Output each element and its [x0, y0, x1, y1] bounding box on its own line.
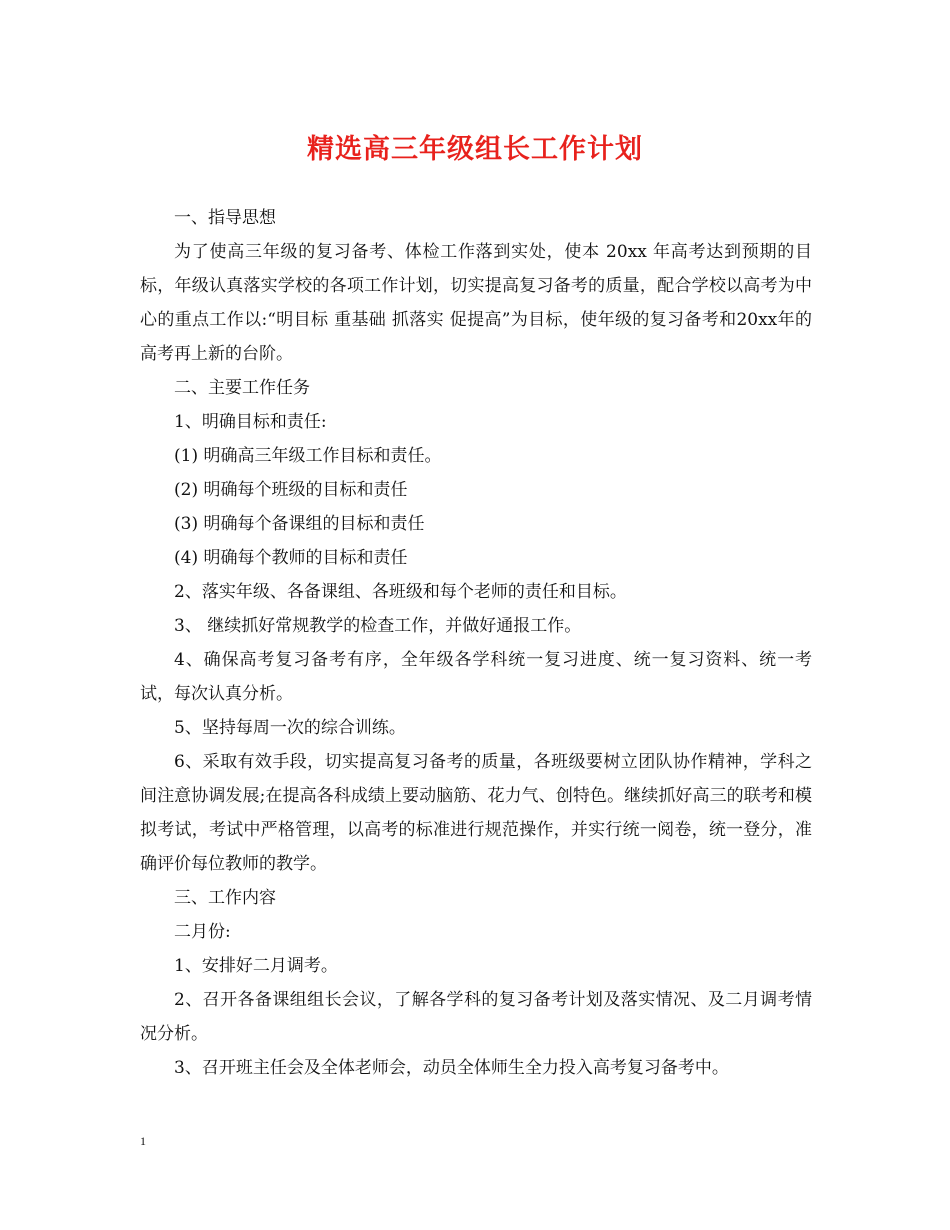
list-item-task-6: 6、采取有效手段，切实提高复习备考的质量，各班级要树立团队协作精神，学科之间注意协调发展;在提高各科成绩上要动脑筋、花力气、创特色。继续抓好高三的联考和模拟考试，考试中严格管理，以高考的标准进行规范操作，并实行统一阅卷，统一登分，准确评价每位教师的教学。	[140, 752, 812, 874]
list-item-task-3: 3、 继续抓好常规教学的检查工作，并做好通报工作。	[174, 616, 582, 636]
section-heading-main-tasks: 二、主要工作任务	[174, 378, 310, 398]
list-item-subtask-2: (2) 明确每个班级的目标和责任	[174, 480, 408, 500]
list-item-february-2: 2、召开各备课组组长会议，了解各学科的复习备考计划及落实情况、及二月调考情况分析。	[140, 990, 812, 1044]
list-item-task-1: 1、明确目标和责任:	[174, 412, 327, 432]
list-item-subtask-4: (4) 明确每个教师的目标和责任	[174, 548, 408, 568]
list-item-february-1: 1、安排好二月调考。	[174, 956, 338, 976]
document-body	[140, 201, 812, 1085]
subheading-february: 二月份:	[174, 922, 231, 942]
document-title: 精选高三年级组长工作计划	[307, 134, 643, 165]
list-item-task-5: 5、坚持每周一次的综合训练。	[174, 718, 406, 738]
list-item-task-4: 4、确保高考复习备考有序，全年级各学科统一复习进度、统一复习资料、统一考试，每次认真分析。	[140, 650, 812, 704]
paragraph-guiding-ideology: 为了使高三年级的复习备考、体检工作落到实处，使本 20xx 年高考达到预期的目标，年级认真落实学校的各项工作计划，切实提高复习备考的质量，配合学校以高考为中心的重点工作以:“明目标 重基础 抓落实 促提高”为目标，使年级的复习备考和20xx年的高考再上新的台阶。	[140, 242, 812, 364]
section-heading-guiding-ideology: 一、指导思想	[174, 208, 276, 228]
page-number: 1	[140, 1134, 146, 1148]
list-item-subtask-1: (1) 明确高三年级工作目标和责任。	[174, 446, 442, 466]
list-item-task-2: 2、落实年级、各备课组、各班级和每个老师的责任和目标。	[174, 582, 627, 602]
list-item-subtask-3: (3) 明确每个备课组的目标和责任	[174, 514, 425, 534]
list-item-february-3: 3、召开班主任会及全体老师会，动员全体师生全力投入高考复习备考中。	[174, 1058, 729, 1078]
section-heading-work-content: 三、工作内容	[174, 888, 276, 908]
